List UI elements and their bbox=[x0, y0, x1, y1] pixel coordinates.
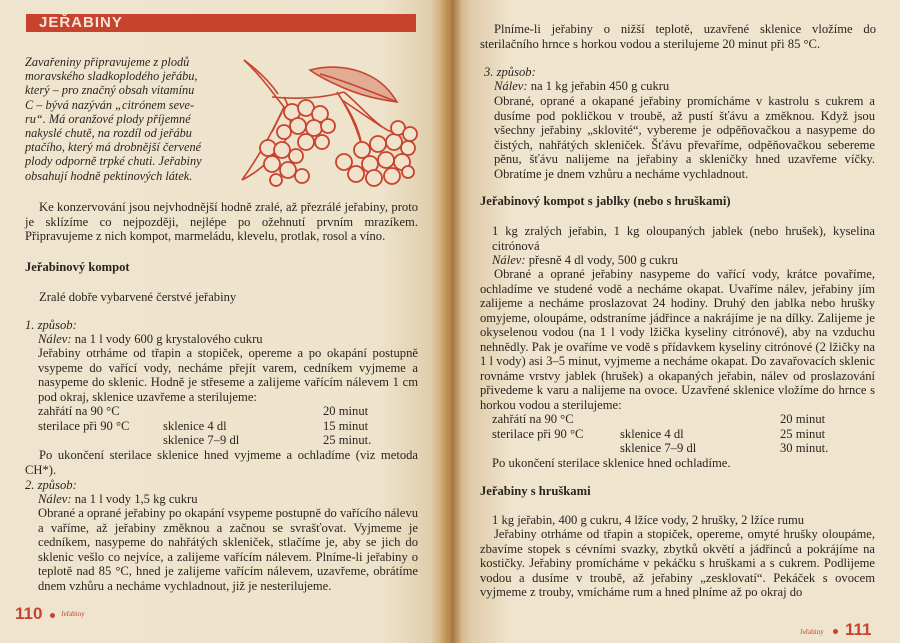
brine-text: přesně 4 dl vody, 500 g cukru bbox=[528, 253, 678, 267]
intro-line: obsahují hodně pektinových látek. bbox=[25, 168, 193, 183]
page-number: 111 bbox=[845, 620, 872, 639]
table-cell: sterilace při 90 °C bbox=[38, 418, 130, 433]
brine-label: Nálev: bbox=[492, 253, 526, 267]
method-after: Po ukončení sterilace sklenice hned vyjmeme a ochladíme (viz metoda CH*). bbox=[25, 448, 418, 477]
bullet-dot bbox=[833, 629, 838, 634]
brine-label: Nálev: bbox=[38, 492, 72, 506]
brine-line bbox=[492, 253, 885, 268]
intro-line: který – pro značný obsah vitamínu bbox=[25, 83, 195, 98]
table-row bbox=[38, 433, 431, 448]
rowan-berries-illustration bbox=[232, 52, 422, 192]
intro-line: Zavařeniny připravujeme z plodů bbox=[25, 55, 190, 69]
table-cell: 20 minut bbox=[780, 412, 826, 426]
table-row bbox=[492, 441, 885, 456]
table-cell: 30 minut. bbox=[780, 441, 829, 455]
brine-text: na 1 kg jeřabin 450 g cukru bbox=[530, 79, 670, 93]
recipe-text: Jeřabiny otrháme od třapin a stopiček, opereme, omyté hrušky oloupáme, zbavíme stopek s cévními svazky, zbytků okvětí a jádřinců a pokrájíme na kostičky. Jeřabiny promícháme v pekáčku s hruškami a s cukrem. Podlijeme vodou a dusíme v troubě, až jeřabiny „zesklovatí“. Pekáček s ovocem vyjmeme z trouby, vmícháme rum a hned plníme až po okraj do bbox=[480, 527, 875, 599]
table-row bbox=[492, 427, 885, 442]
intro-line: moravského sladkoplodého jeřábu, bbox=[25, 69, 198, 84]
table-cell: zahřátí na 90 °C bbox=[492, 412, 574, 426]
recipe-title: Jeřabinový kompot s jablky (nebo s hruškami) bbox=[480, 194, 731, 208]
brine-line bbox=[25, 332, 431, 347]
table-cell bbox=[38, 433, 163, 448]
table-cell: 15 minut bbox=[323, 418, 369, 433]
running-footer: Jeřabiny bbox=[800, 628, 824, 636]
table-cell: sklenice 4 dl bbox=[620, 426, 684, 441]
intro-text bbox=[25, 55, 221, 183]
method-label: 3. způsob: bbox=[484, 65, 536, 79]
table-cell: zahřátí na 90 °C bbox=[38, 404, 120, 418]
recipe-title: Jeřabiny s hruškami bbox=[480, 484, 591, 498]
intro-line: plody odporně trpké chuti. Jeřabiny bbox=[25, 154, 202, 169]
brine-line bbox=[494, 79, 887, 94]
method-label: 2. způsob: bbox=[25, 478, 77, 492]
table-cell: 25 minut bbox=[780, 426, 826, 441]
table-cell bbox=[620, 412, 780, 427]
method-text: Obrané a oprané jeřabiny po okapání vsypeme postupně do vařícího nálevu a vaříme, až jeřabiny změknou a začnou se svrašťovat. Vyjmeme je cedníkem, nasypeme do nahřátých skleniček, stlačíme je, aby se jich do sklenic vešlo co nejvíce, a zalijeme vařícím nálevem. Plníme-li jeřabiny o teplotě nad 85 °C, hned je zalijeme vařícím nálevem, uzavřeme, obrátíme dnem vzhůru a necháme vychladnout, již je nesterilujeme. bbox=[38, 506, 418, 593]
table-cell: sklenice 7–9 dl bbox=[163, 433, 240, 447]
brine-text: na 1 l vody 1,5 kg cukru bbox=[74, 492, 198, 506]
recipe-text: Obrané a oprané jeřabiny nasypeme do vařící vody, krátce povaříme, ochladíme ve studené vodě a necháme okapat. Uvaříme nálev, jeřabiny jím zalijeme a necháme proslazovat 24 hodiny. Druhý den jablka nebo hrušky omyjeme, oloupáme, odstraníme jádřince a nakrájíme je na dílky. Zalijeme je okyselenou vodou (na 1 l vody lžička kyseliny citrónové), aby na vzduchu nehnědly. Pak je ovaříme ve vodě s přídavkem kyseliny citrónové (2 lžičky na 1 l vody) asi 3–5 minut, vyjmeme a necháme okapat. Do zavařovacích sklenic rovnáme vrstvy jablek (hrušek) a okapaných jeřabin, nálev od proslazování přivedeme k varu a nalijeme na ovoce. Uzavřené sklenice vložíme do hrnce s horkou vodou a sterilujeme: bbox=[480, 267, 875, 412]
method-text: Jeřabiny otrháme od třapin a stopiček, opereme a po okapání postupně vsypeme do vařící vody, necháme přejít varem, cedníkem vyjmeme a nasypeme do sklenic. Hodně je střeseme a zalijeme vařícím nálevem 1 cm pod okraj, sklenice uzavřeme a sterilujeme: bbox=[38, 346, 418, 404]
brine-text: na 1 l vody 600 g krystalového cukru bbox=[74, 332, 263, 346]
table-row bbox=[38, 404, 431, 419]
brine-label: Nálev: bbox=[38, 332, 72, 346]
sterilization-table bbox=[25, 404, 431, 448]
bullet-dot bbox=[50, 613, 55, 618]
recipe-after: Po ukončení sterilace sklenice hned ochladíme. bbox=[492, 456, 731, 470]
intro-line: ptačího, který má drobnější červené bbox=[25, 140, 202, 155]
intro-line: C – bývá nazýván „citrónem seve- bbox=[25, 97, 195, 112]
right-page bbox=[448, 0, 900, 643]
table-cell: 25 minut. bbox=[323, 433, 372, 447]
intro-paragraph: Ke konzervování jsou nejvhodnější hodně zralé, až přezrálé jeřabiny, proto je sklízíme co nejpozději, nejlépe po ožehnutí prvním mrazíkem. Připravujeme z nich kompot, marmeládu, klevelu, protlak, rosol a víno. bbox=[25, 200, 418, 243]
intro-line: nakyslé chutě, na rozdíl od jeřábu bbox=[25, 126, 192, 141]
recipe-ingredients: Zralé dobře vybarvené čerstvé jeřabiny bbox=[39, 290, 237, 304]
brine-line bbox=[25, 492, 431, 507]
recipe-title: Jeřabinový kompot bbox=[25, 260, 130, 274]
running-footer: Jeřabiny bbox=[61, 610, 85, 618]
recipe-ingredients: 1 kg jeřabin, 400 g cukru, 4 lžíce vody, 2 hrušky, 2 lžíce rumu bbox=[492, 513, 805, 527]
page-number: 110 bbox=[15, 604, 43, 623]
intro-line: ru“. Má oranžové plody příjemné bbox=[25, 111, 191, 126]
continuation-text: Plníme-li jeřabiny o nižší teplotě, uzavřené sklenice vložíme do sterilačního hrnce s horkou vodou a sterilujeme 20 minut při 85 °C. bbox=[480, 22, 876, 51]
method-text: Obrané, oprané a okapané jeřabiny promícháme v kastrolu s cukrem a dusíme pod pokličkou v troubě, až pustí šťávu a změknou. Když jsou všechny jeřabiny „sklovité“, vybereme je odpěňovačkou a nasypeme do čistých, nahřátých skleniček. Šťávu převaříme, odpěňovačkou sebereme pěnu, šťávu nalijeme na jeřabiny a skleničky hned uzavřeme víčky. Obratíme je dnem vzhůru a necháme vychladnout. bbox=[494, 94, 875, 181]
brine-label: Nálev: bbox=[494, 79, 528, 93]
table-cell: sklenice 4 dl bbox=[163, 418, 227, 433]
method-label: 1. způsob: bbox=[25, 318, 77, 332]
sterilization-table bbox=[492, 412, 885, 456]
table-row bbox=[38, 419, 431, 434]
table-cell bbox=[492, 441, 620, 456]
table-cell bbox=[163, 404, 323, 419]
table-cell: sklenice 7–9 dl bbox=[620, 441, 697, 455]
table-row bbox=[492, 412, 885, 427]
left-page bbox=[0, 0, 448, 643]
table-cell: sterilace při 90 °C bbox=[492, 426, 584, 441]
recipe-ingredients: 1 kg zralých jeřabin, 1 kg oloupaných jablek (nebo hrušek), kyselina citrónová bbox=[492, 224, 875, 253]
section-title: JEŘABINY bbox=[26, 14, 416, 32]
table-cell: 20 minut bbox=[323, 404, 369, 418]
